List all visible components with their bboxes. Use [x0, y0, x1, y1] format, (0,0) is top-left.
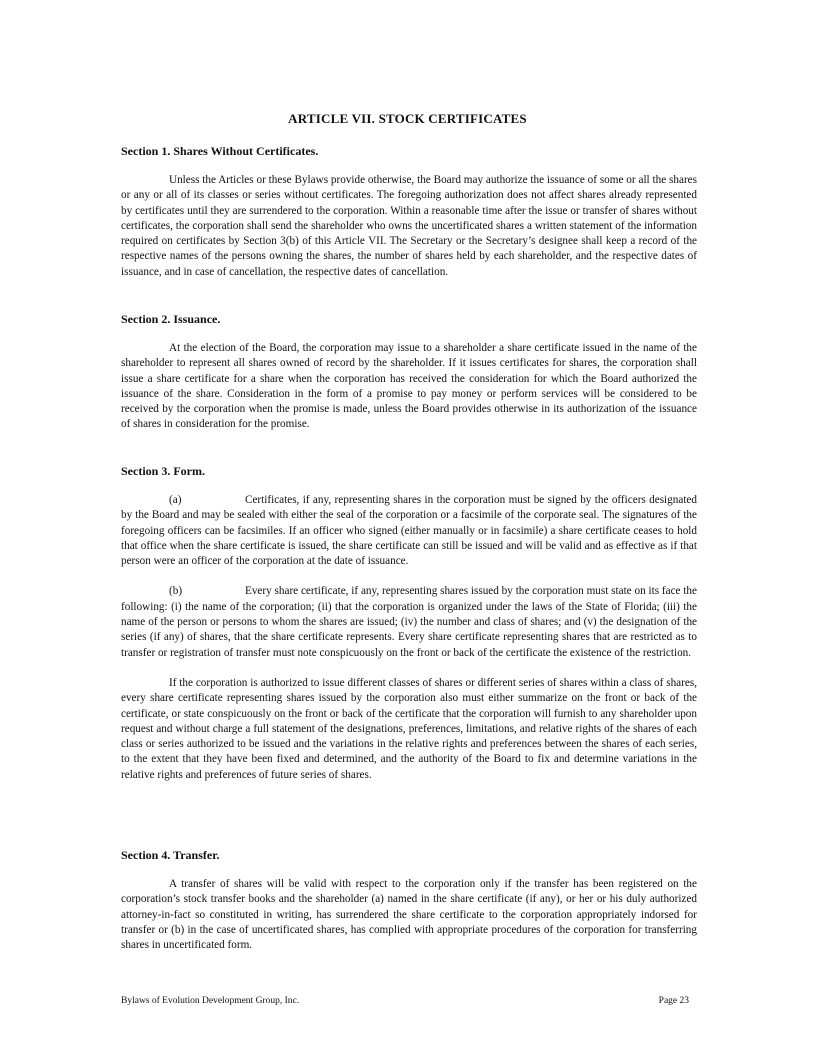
footer-document-title: Bylaws of Evolution Development Group, Inc. — [121, 996, 300, 1006]
section-1-heading: Section 1. Shares Without Certificates. — [121, 144, 319, 158]
section-3 — [121, 464, 697, 783]
section-2-paragraph: At the election of the Board, the corporation may issue to a shareholder a share certificate issued in the name of the shareholder to represent all shares owned of record by the shareholder. If it issues certificates for shares, the corporation shall issue a share certificate for a share when the corporation has received the consideration for which the Board authorized the issuance of the share. Consideration in the form of a promise to pay money or perform services will be considered to be received by the corporation when the promise is made, unless the Board provides otherwise in its authorization of the issuance of shares in consideration for the promise. — [121, 342, 697, 431]
section-3-paragraph: If the corporation is authorized to issue different classes of shares or different series of shares within a class of shares, every share certificate representing shares issued by the corporation also must either summarize on the front or back of the certificate, or state conspicuously on the front or back of the certificate that the corporation will furnish to any shareholder upon request and without charge a full statement of the designations, preferences, limitations, and relative rights of the shares of each class or series authorized to be issued and the variations in the relative rights and preferences between the shares of each series, to the extent that they have been fixed and determined, and the authority of the Board to fix and determine variations in the relative rights and preferences of future series of shares. — [121, 676, 697, 781]
section-4 — [121, 848, 697, 953]
item-b-label: (b) — [169, 585, 183, 598]
section-4-paragraph: A transfer of shares will be valid with respect to the corporation only if the transfer has been registered on the corporation’s stock transfer books and the shareholder (a) named in the share certificate (if any), or her or his duly authorized attorney-in-fact so constituted in writing, has surrendered the share certificate to the corporation appropriately indorsed for transfer or (b) in the case of uncertificated shares, has complied with appropriate procedures of the corporation for transferring shares in uncertificated form. — [121, 878, 697, 952]
section-2-heading: Section 2. Issuance. — [121, 312, 221, 326]
section-3-heading: Section 3. Form. — [121, 464, 205, 478]
section-2 — [121, 312, 697, 433]
article-title: ARTICLE VII. STOCK CERTIFICATES — [288, 111, 527, 126]
item-a-text: Certificates, if any, representing shares in the corporation must be signed by the officers designated by the Board and may be sealed with either the seal of the corporation or a facsimile of the corporate seal. The signatures of the foregoing officers can be facsimiles. If an officer who signed (either manually or in facsimile) a share certificate ceases to hold that office when the share certificate is issued, the share certificate can still be issued and will be valid and as effective as if that person were an officer of the corporation at the date of issuance. — [121, 494, 697, 568]
footer-page-number: Page 23 — [658, 996, 689, 1006]
item-b-text: Every share certificate, if any, representing shares issued by the corporation must state on its face the following: (i) the name of the corporation; (ii) that the corporation is organized under the laws of the State of Florida; (iii) the name of the person or persons to whom the shares are issued; (iv) the number and class of shares; and (v) the designation of the series (if any) of shares, that the share certificate represents. Every share certificate representing shares that are restricted as to transfer or registration of transfer must note conspicuously on the front or back of the certificate the existence of the restriction. — [121, 585, 697, 659]
section-1 — [121, 144, 697, 280]
section-3-item-a — [121, 493, 697, 569]
section-4-heading: Section 4. Transfer. — [121, 848, 220, 862]
item-a-label: (a) — [169, 494, 182, 506]
section-3-item-b — [121, 584, 697, 660]
section-1-paragraph: Unless the Articles or these Bylaws provide otherwise, the Board may authorize the issuance of some or all the shares or any or all of its classes or series without certificates. The foregoing authorization does not affect shares already represented by certificates until they are surrendered to the corporation. Within a reasonable time after the issue or transfer of shares without certificates, the corporation shall send the shareholder who owns the uncertificated shares a written statement of the information required on certificates by Section 3(b) of this Article VII. The Secretary or the Secretary’s designee shall keep a record of the respective names of the persons owning the shares, the number of shares held by each shareholder, and the respective dates of issuance, and in case of cancellation, the respective dates of cancellation. — [121, 174, 697, 278]
